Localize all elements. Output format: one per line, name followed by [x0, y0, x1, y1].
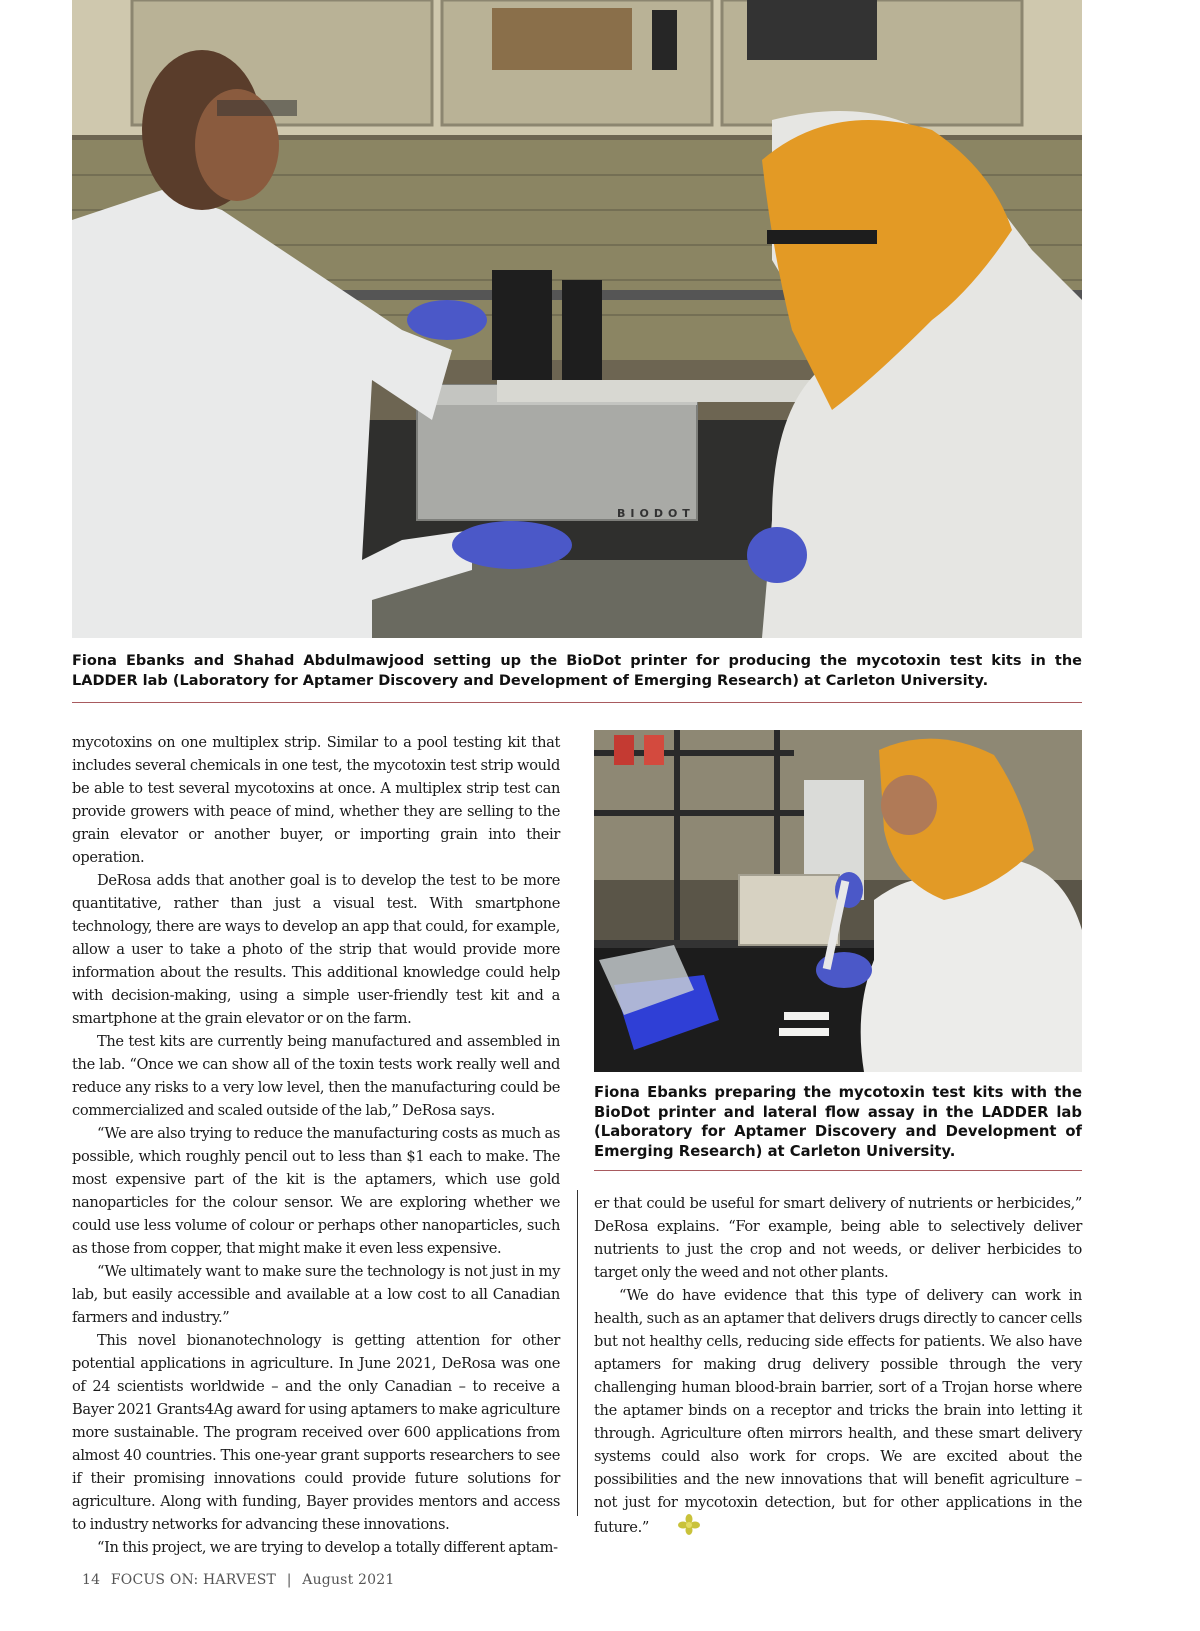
article-right-column	[594, 1192, 1082, 1543]
article-left-column	[72, 731, 560, 1559]
paragraph: “We do have evidence that this type of delivery can work in health, such as an aptamer that delivers drugs directly to cancer cells but not healthy cells, reducing side effects for patients. We also have aptamers for making drug delivery possible through the very challenging human blood-brain barrier, sort of a Trojan horse where the aptamer binds on a receptor and tricks the brain into letting it through. Agriculture often mirrors health, and these smart delivery systems could also work for crops. We are excited about the possibilities and the new innovations that will benefit agriculture – not just for mycotoxin detection, but for other applications in the future.”	[594, 1284, 1082, 1543]
publication-name: FOCUS ON: HARVEST	[110, 1572, 277, 1588]
right-photo	[594, 730, 1082, 1072]
lab-scene-illustration	[72, 0, 1082, 638]
lab-pipetting-illustration	[594, 730, 1082, 1072]
paragraph: “In this project, we are trying to develop a totally different aptam-	[97, 1539, 558, 1556]
biodot-label: BIODOT	[617, 507, 695, 520]
footer-separator: |	[286, 1572, 292, 1588]
right-photo-caption: Fiona Ebanks preparing the mycotoxin test kits with the BioDot printer and lateral flow assay in the LADDER lab (Laboratory for Aptamer Discovery and Development of Emerging Research) at Carleton University.	[594, 1084, 1082, 1160]
page-footer	[82, 1572, 394, 1588]
top-photo-caption: Fiona Ebanks and Shahad Abdulmawjood setting up the BioDot printer for producing the mycotoxin test kits in the LADDER lab (Laboratory for Aptamer Discovery and Development of Emerging Research) at Carleton University.	[72, 653, 1082, 689]
issue-date: August 2021	[302, 1572, 395, 1588]
paragraph: DeRosa adds that another goal is to develop the test to be more quantitative, rather than just a visual test. With smartphone technology, there are ways to develop an app that could, for example, allow a user to take a photo of the strip that would provide more information about the results. This additional knowledge could help with decision-making, using a simple user-friendly test kit and a smartphone at the grain elevator or on the farm.	[72, 872, 560, 1027]
caption-divider	[72, 702, 1082, 703]
paragraph: mycotoxins on one multiplex strip. Similar to a pool testing kit that includes several chemicals in one test, the mycotoxin test strip would be able to test several mycotoxins at once. A multiplex strip test can provide growers with peace of mind, whether they are selling to the grain elevator or another buyer, or importing grain into their operation.	[72, 734, 560, 866]
paragraph: This novel bionanotechnology is getting attention for other potential applications in agriculture. In June 2021, DeRosa was one of 24 scientists worldwide – and the only Canadian – to receive a Bayer 2021 Grants4Ag award for using aptamers to make agriculture more sustainable. The program received over 600 applications from almost 40 countries. This one-year grant supports researchers to see if their promising innovations could provide future solutions for agriculture. Along with funding, Bayer provides mentors and access to industry networks for advancing these innovations.	[72, 1332, 560, 1533]
top-photo	[72, 0, 1082, 638]
paragraph: The test kits are currently being manufactured and assembled in the lab. “Once we can show all of the toxin tests work really well and reduce any risks to a very low level, then the manufacturing could be commercialized and scaled outside of the lab,” DeRosa says.	[72, 1033, 560, 1119]
page-number: 14	[82, 1572, 101, 1588]
column-divider	[577, 1190, 578, 1516]
caption-divider	[594, 1170, 1082, 1171]
leaf-icon	[653, 1514, 700, 1543]
paragraph: er that could be useful for smart delivery of nutrients or herbicides,” DeRosa explains. “For example, being able to selectively deliver nutrients to just the crop and not weeds, or deliver herbicides to target only the weed and not other plants.	[594, 1195, 1082, 1281]
paragraph: “We ultimately want to make sure the technology is not just in my lab, but easily accessible and available at a low cost to all Canadian farmers and industry.”	[72, 1263, 560, 1326]
paragraph: “We are also trying to reduce the manufacturing costs as much as possible, which roughly pencil out to less than $1 each to make. The most expensive part of the kit is the aptamers, which use gold nanoparticles for the colour sensor. We are exploring whether we could use less volume of colour or perhaps other nanoparticles, such as those from copper, that might make it even less expensive.	[72, 1125, 560, 1257]
